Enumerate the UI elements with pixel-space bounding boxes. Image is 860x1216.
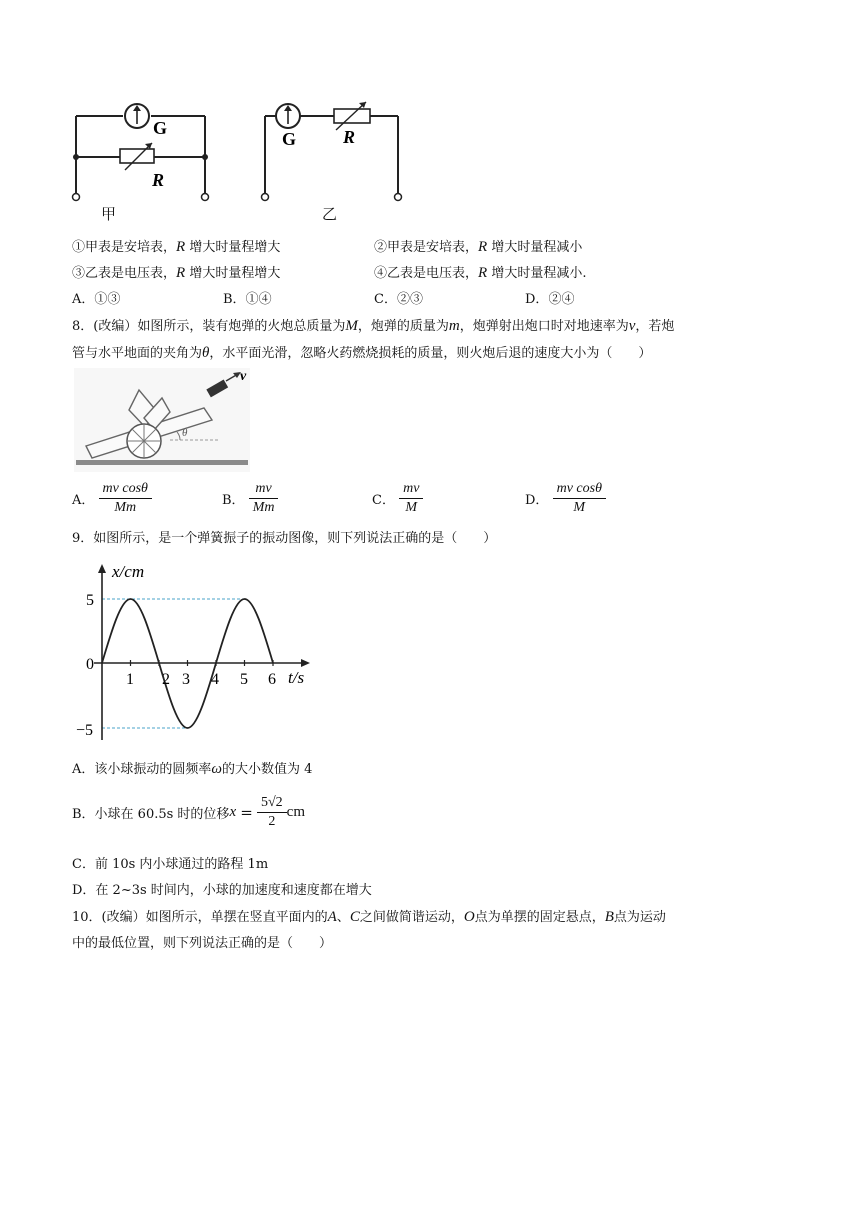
q7-option-c[interactable]: C．②③ [374, 292, 423, 307]
yi-resistor-label: R [343, 127, 356, 147]
graph-y-tick-0: 0 [86, 656, 94, 673]
q7-statement-3: ③乙表是电压表，R 增大时量程增大 [72, 265, 281, 281]
graph-x-tick-6: 6 [268, 671, 276, 688]
q9-option-a[interactable]: A．该小球振动的圆频率ω的大小数值为 4 [72, 761, 313, 777]
q8-stem-line-2: 管与水平地面的夹角为θ，水平面光滑，忽略火药燃烧损耗的质量，则火炮后退的速度大小为（ ） [72, 345, 652, 361]
cannon-angle-label: θ [182, 427, 188, 439]
q10-stem-line-1: 10．(改编）如图所示，单摆在竖直平面内的A、C之间做简谐运动，O点为单摆的固定悬点，B点为运动 [72, 909, 666, 925]
q9-option-b[interactable]: B．小球在 60.5s 时的位移x = $\frac{5√2}{2}$ cm [72, 795, 305, 829]
q8-option-c[interactable]: C． $\frac{mv}{M}$ [372, 480, 423, 517]
q8-option-a[interactable]: A． $\frac{\text{mv cosθ}}{Mm}$ [72, 480, 152, 517]
q7-option-b[interactable]: B．①④ [223, 292, 272, 307]
graph-x-tick-4: 4 [211, 671, 219, 688]
q8-stem-line-1: 8．(改编）如图所示，装有炮弹的火炮总质量为M，炮弹的质量为m，炮弹射出炮口时对地速率为v，若炮 [72, 318, 675, 334]
graph-y-axis-label: x/cm [112, 562, 145, 581]
cannon-figure [74, 368, 250, 472]
graph-x-axis-label: t/s [288, 668, 305, 687]
graph-x-tick-3: 3 [182, 671, 190, 688]
graph-x-tick-1: 1 [126, 671, 134, 688]
jia-resistor-label: R [152, 170, 165, 190]
graph-x-tick-5: 5 [240, 671, 248, 688]
q9-stem: 9．如图所示，是一个弹簧振子的振动图像，则下列说法正确的是（ ） [72, 531, 497, 546]
q7-statement-4: ④乙表是电压表，R 增大时量程减小. [374, 265, 587, 281]
q9-option-c[interactable]: C．前 10s 内小球通过的路程 1m [72, 857, 269, 872]
vibration-graph [74, 560, 320, 746]
graph-x-tick-2: 2 [162, 671, 170, 688]
circuit-jia-caption: 甲 [101, 205, 117, 223]
q8-option-d[interactable]: D． $\frac{\text{mv cosθ}}{M}$ [525, 480, 606, 517]
q8-option-b[interactable]: B． $\frac{mv}{Mm}$ [222, 480, 278, 517]
yi-meter-label: G [282, 129, 297, 149]
q7-option-a[interactable]: A．①③ [72, 292, 121, 307]
jia-meter-label: G [153, 118, 168, 138]
graph-y-tick-neg5: −5 [76, 722, 94, 739]
q10-stem-line-2: 中的最低位置，则下列说法正确的是（ ） [72, 936, 333, 951]
q7-option-d[interactable]: D．②④ [525, 292, 575, 307]
circuit-jia-figure [68, 94, 218, 224]
q9-option-d[interactable]: D．在 2~3s 时间内，小球的加速度和速度都在增大 [72, 883, 372, 898]
cannon-velocity-label: v [240, 369, 247, 384]
circuit-yi-caption: 乙 [322, 205, 338, 223]
graph-y-tick-5: 5 [86, 592, 94, 609]
q7-statement-2: ②甲表是安培表，R 增大时量程减小 [374, 239, 583, 255]
q7-statement-1: ①甲表是安培表，R 增大时量程增大 [72, 239, 281, 255]
